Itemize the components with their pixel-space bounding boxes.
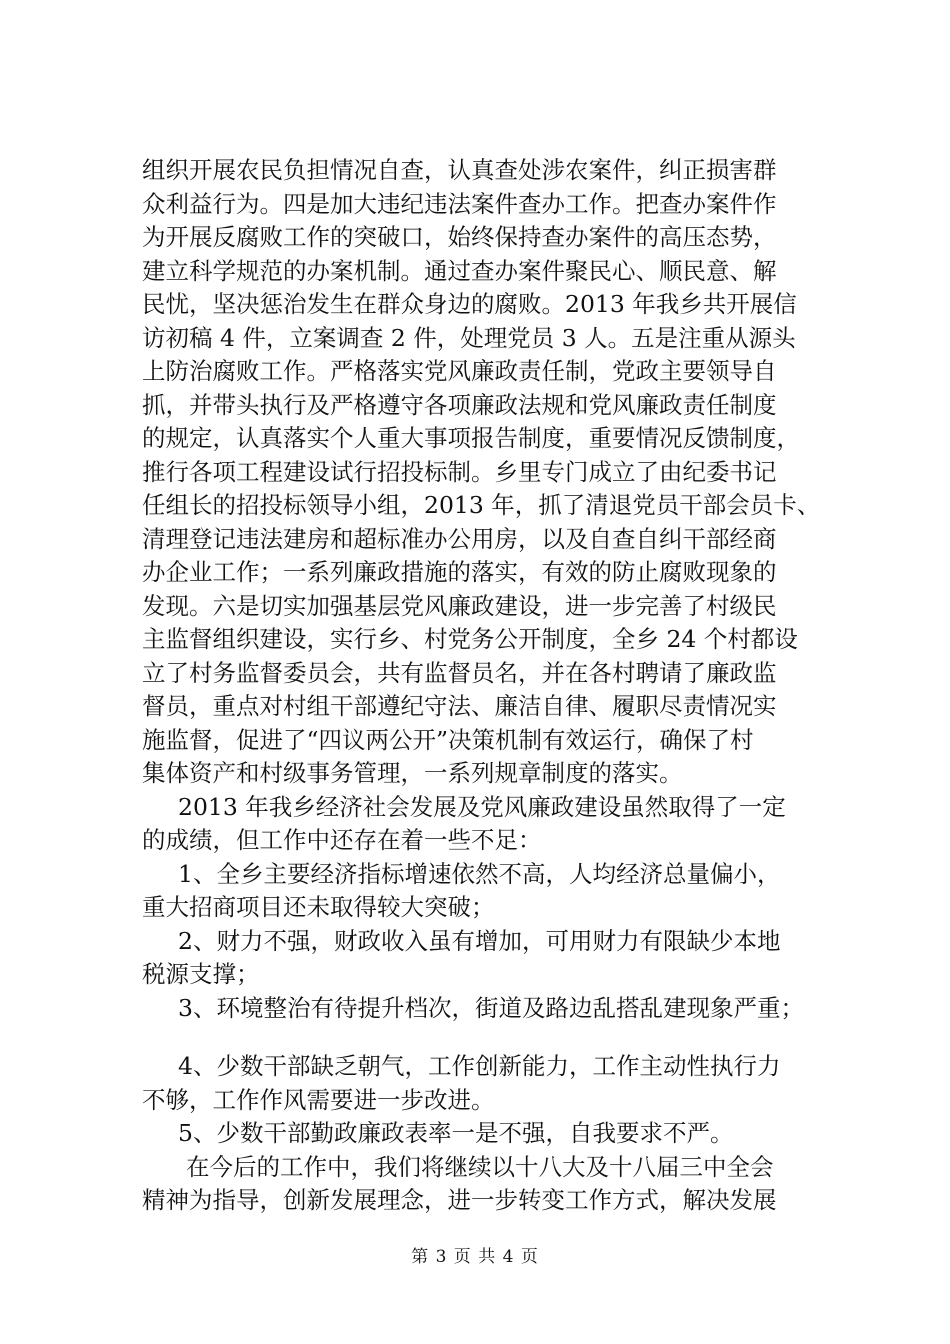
text-line: 民忧，坚决惩治发生在群众身边的腐败。2013 年我乡共开展信	[142, 290, 797, 318]
document-body	[142, 154, 842, 1218]
text-line: 组织开展农民负担情况自查，认真查处涉农案件，纠正损害群	[142, 156, 777, 184]
list-item-3: 3、环境整治有待提升档次，街道及路边乱搭乱建现象严重；	[178, 993, 804, 1022]
list-item-2: 2、财力不强，财政收入虽有增加，可用财力有限缺少本地	[178, 926, 781, 955]
list-item-4: 4、少数干部缺乏朝气，工作创新能力，工作主动性执行力	[178, 1052, 781, 1080]
page-number-label: 第 3 页 共 4 页	[411, 1247, 539, 1267]
paragraph-start-line: 2013 年我乡经济社会发展及党风廉政建设虽然取得了一定	[178, 792, 786, 821]
paragraph-start-line: 在今后的工作中，我们将继续以十八大及十八届三中全会	[186, 1152, 774, 1181]
text-line: 众利益行为。四是加大违纪违法案件查办工作。把查办案件作	[142, 189, 777, 218]
text-line: 税源支撑；	[142, 960, 260, 988]
text-line: 发现。六是切实加强基层党风廉政建设，进一步完善了村级民	[142, 591, 777, 620]
text-line: 不够，工作作风需要进一步改进。	[142, 1085, 495, 1114]
text-line: 建立科学规范的办案机制。通过查办案件聚民心、顺民意、解	[142, 256, 777, 285]
text-line: 重大招商项目还未取得较大突破；	[142, 893, 495, 921]
text-line: 的规定，认真落实个人重大事项报告制度，重要情况反馈制度，	[142, 424, 800, 452]
text-line: 清理登记违法建房和超标准办公用房，以及自查自纠干部经商	[142, 524, 777, 553]
text-line: 为开展反腐败工作的突破口，始终保持查办案件的高压态势，	[142, 223, 777, 251]
text-line: 办企业工作；一系列廉政措施的落实，有效的防止腐败现象的	[142, 558, 777, 586]
text-line: 督员，重点对村组干部遵纪守法、廉洁自律、履职尽责情况实	[142, 692, 777, 720]
text-line: 推行各项工程建设试行招投标制。乡里专门成立了由纪委书记	[142, 457, 777, 486]
text-line: 立了村务监督委员会，共有监督员名，并在各村聘请了廉政监	[142, 658, 777, 687]
text-line: 集体资产和村级事务管理，一系列规章制度的落实。	[142, 759, 683, 787]
text-line: 精神为指导，创新发展理念，进一步转变工作方式，解决发展	[142, 1186, 777, 1214]
text-line: 上防治腐败工作。严格落实党风廉政责任制，党政主要领导自	[142, 357, 777, 385]
page-footer	[0, 1242, 950, 1267]
text-line: 的成绩，但工作中还存在着一些不足：	[142, 826, 542, 854]
text-line: 施监督，促进了“四议两公开”决策机制有效运行，确保了村	[142, 725, 754, 754]
text-line: 主监督组织建设，实行乡、村党务公开制度，全乡 24 个村都设	[142, 625, 798, 653]
text-line: 抓，并带头执行及严格遵守各项廉政法规和党风廉政责任制度	[142, 390, 777, 419]
list-item-1: 1、全乡主要经济指标增速依然不高，人均经济总量偏小，	[178, 859, 781, 888]
list-item-5: 5、少数干部勤政廉政表率一是不强，自我要求不严。	[178, 1119, 734, 1147]
text-line: 任组长的招投标领导小组，2013 年，抓了清退党员干部会员卡、	[142, 491, 821, 519]
blank-line	[142, 1025, 842, 1050]
text-line: 访初稿 4 件，立案调查 2 件，处理党员 3 人。五是注重从源头	[142, 323, 796, 352]
